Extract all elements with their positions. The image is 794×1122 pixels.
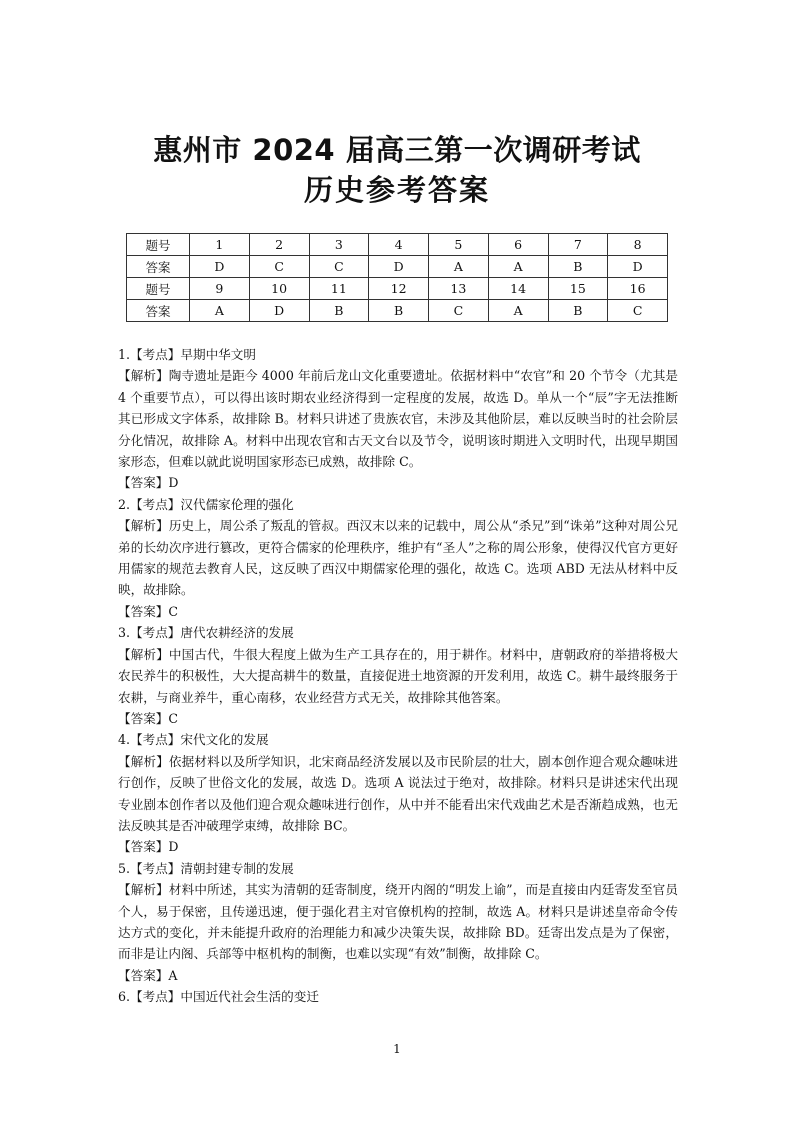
item-answer: 【答案】C	[118, 603, 179, 619]
table-cell: D	[249, 300, 309, 322]
table-cell: 16	[608, 278, 668, 300]
item-analysis: 【解析】历史上，周公杀了叛乱的管叔。西汉末以来的记载中，周公从“杀兄”到“诛弟”这种对周公兄弟的长幼次序进行篡改，更符合儒家的伦理秩序，维护有“圣人”之称的周公形象，使得汉代官方更好用儒家的规范去教育人民，这反映了西汉中期儒家伦理的强化，故选 C。选项 ABD 无法从材料中反映，故排除。	[118, 518, 678, 598]
table-row-header: 题号	[127, 234, 190, 256]
table-cell: C	[249, 256, 309, 278]
table-cell: 5	[429, 234, 489, 256]
table-cell: 2	[249, 234, 309, 256]
item-topic: 5.【考点】清朝封建专制的发展	[118, 860, 294, 876]
table-cell: A	[190, 300, 250, 322]
item-topic: 2.【考点】汉代儒家伦理的强化	[118, 496, 294, 512]
table-cell: C	[608, 300, 668, 322]
table-cell: 10	[249, 278, 309, 300]
item-topic: 1.【考点】早期中华文明	[118, 347, 256, 362]
table-cell: 9	[190, 278, 250, 300]
item-answer: 【答案】A	[118, 967, 178, 983]
table-row	[127, 256, 668, 278]
table-cell: 4	[369, 234, 429, 256]
table-cell: 14	[488, 278, 548, 300]
table-cell: C	[309, 256, 369, 278]
table-cell: D	[369, 256, 429, 278]
table-cell: 11	[309, 278, 369, 300]
table-row	[127, 300, 668, 322]
document-title-line1: 惠州市 2024 届高三第一次调研考试	[153, 133, 641, 167]
item-analysis: 【解析】中国古代，牛很大程度上做为生产工具存在的，用于耕作。材料中，唐朝政府的举措将极大农民养牛的积极性，大大提高耕牛的数量，直接促进土地资源的开发利用，故选 C。耕牛最终服务于农耕，与商业养牛，重心南移，农业经营方式无关，故排除其他答案。	[118, 646, 678, 705]
item-topic: 4.【考点】宋代文化的发展	[118, 732, 269, 748]
table-row-header: 答案	[127, 300, 190, 322]
table-cell: 8	[608, 234, 668, 256]
item-analysis: 【解析】依据材料以及所学知识，北宋商品经济发展以及市民阶层的壮大，剧本创作迎合观众趣味进行创作，反映了世俗文化的发展，故选 D。选项 A 说法过于绝对，故排除。材料只是讲述宋代出现专业剧本创作者以及他们迎合观众趣味进行创作，从中并不能看出宋代戏曲艺术是否渐趋成熟，也无法反映其是否冲破理学束缚，故排除 BC。	[118, 753, 678, 833]
item-answer: 【答案】D	[118, 839, 179, 855]
table-cell: C	[429, 300, 489, 322]
table-cell: A	[488, 300, 548, 322]
page-number: 1	[393, 1042, 401, 1056]
table-cell: B	[369, 300, 429, 322]
table-cell: D	[608, 256, 668, 278]
table-cell: 3	[309, 234, 369, 256]
table-cell: 15	[548, 278, 608, 300]
table-row	[127, 278, 668, 300]
table-cell: B	[548, 256, 608, 278]
item-analysis: 【解析】材料中所述，其实为清朝的廷寄制度，绕开内阁的“明发上谕”，而是直接由内廷寄发至官员个人，易于保密，且传递迅速，便于强化君主对官僚机构的控制，故选 A。材料只是讲述皇帝命令传达方式的变化，并未能提升政府的治理能力和减少决策失误，故排除 BD。廷寄出发点是为了保密，而非是让内阁、兵部等中枢机构的制衡，也难以实现“有效”制衡，故排除 C。	[118, 882, 678, 962]
table-row	[127, 234, 668, 256]
item-analysis: 【解析】陶寺遗址是距今 4000 年前后龙山文化重要遗址。依据材料中“农官”和 20 个节令（尤其是 4 个重要节点），可以得出该时期农业经济得到一定程度的发展，故选 D。单从一个“辰”字无法推断其已形成文字体系，故排除 B。材料只讲述了贵族农官，未涉及其他阶层，难以反映当时的社会阶层分化情况，故排除 A。材料中出现农官和古天文台以及节令，说明该时期进入文明时代，出现早期国家形态，但难以就此说明国家形态已成熟，故排除 C。	[118, 368, 678, 470]
item-topic: 3.【考点】唐代农耕经济的发展	[118, 625, 294, 641]
item-topic: 6.【考点】中国近代社会生活的变迁	[118, 989, 319, 1005]
answer-explanations	[118, 344, 678, 1008]
table-row-header: 答案	[127, 256, 190, 278]
item-answer: 【答案】D	[118, 475, 179, 491]
table-cell: D	[190, 256, 250, 278]
item-answer: 【答案】C	[118, 710, 179, 726]
table-cell: 12	[369, 278, 429, 300]
document-title-line2: 历史参考答案	[303, 173, 490, 207]
table-cell: B	[548, 300, 608, 322]
table-cell: 6	[488, 234, 548, 256]
table-cell: 13	[429, 278, 489, 300]
table-cell: A	[488, 256, 548, 278]
table-row-header: 题号	[127, 278, 190, 300]
answer-table	[126, 233, 668, 322]
table-cell: B	[309, 300, 369, 322]
table-cell: 1	[190, 234, 250, 256]
table-cell: A	[429, 256, 489, 278]
table-cell: 7	[548, 234, 608, 256]
